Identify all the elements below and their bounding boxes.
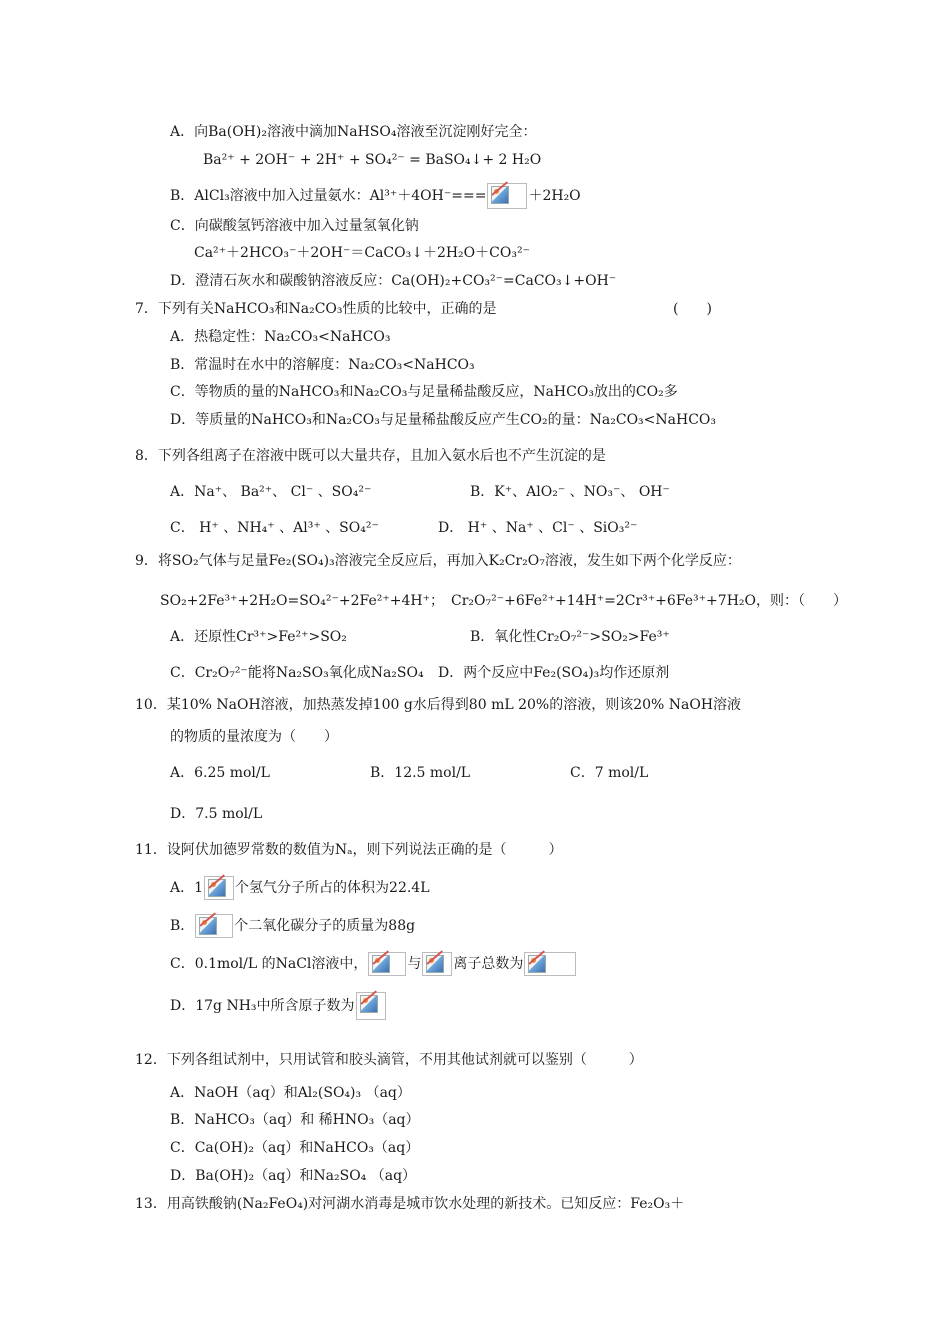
q11-option-a [170, 876, 430, 900]
q6-option-a-equation: Ba²⁺ + 2OH⁻ + 2H⁺ + SO₄²⁻ = BaSO₄↓+ 2 H₂O [203, 152, 542, 168]
broken-image-icon [195, 914, 233, 938]
q8-option-b: B．K⁺、AlO₂⁻ 、NO₃⁻、 OH⁻ [470, 484, 670, 500]
q7-stem: 7．下列有关NaHCO₃和Na₂CO₃性质的比较中，正确的是 [135, 301, 497, 317]
q7-option-a: A．热稳定性：Na₂CO₃<NaHCO₃ [170, 329, 391, 345]
q11-stem: 11．设阿伏加德罗常数的数值为Nₐ，则下列说法正确的是（ ） [135, 842, 563, 858]
broken-image-icon [422, 952, 452, 976]
q9-option-b: B．氧化性Cr₂O₇²⁻>SO₂>Fe³⁺ [470, 629, 670, 645]
q6-option-c-equation: Ca²⁺＋2HCO₃⁻＋2OH⁻＝CaCO₃↓＋2H₂O＋CO₃²⁻ [194, 245, 530, 261]
q9-option-d: D．两个反应中Fe₂(SO₄)₃均作还原剂 [438, 665, 670, 681]
q11-option-a-text: 个氢气分子所占的体积为22.4L [235, 880, 430, 896]
q7-option-c: C．等物质的量的NaHCO₃和Na₂CO₃与足量稀盐酸反应，NaHCO₃放出的CO₂多 [170, 384, 678, 400]
q11-option-d-text: D．17g NH₃中所含原子数为 [170, 998, 355, 1014]
q7-option-d: D．等质量的NaHCO₃和Na₂CO₃与足量稀盐酸反应产生CO₂的量：Na₂CO₃<NaHCO₃ [170, 412, 716, 428]
q11-option-c-text: 离子总数为 [453, 956, 524, 972]
q7-option-b: B．常温时在水中的溶解度：Na₂CO₃<NaHCO₃ [170, 357, 475, 373]
q11-option-c-label: C．0.1mol/L 的NaCl溶液中， [170, 956, 368, 972]
q8-option-d: D． H⁺ 、Na⁺ 、Cl⁻ 、SiO₃²⁻ [438, 520, 638, 536]
q8-stem: 8．下列各组离子在溶液中既可以大量共存，且加入氨水后也不产生沉淀的是 [135, 448, 606, 464]
broken-image-icon [204, 876, 234, 900]
q10-option-b: B．12.5 mol/L [370, 765, 471, 781]
broken-image-icon [356, 992, 386, 1020]
q10-option-c: C．7 mol/L [570, 765, 649, 781]
broken-image-icon [368, 952, 406, 976]
q11-option-d [170, 992, 387, 1020]
q11-option-b [170, 914, 415, 938]
q6-option-a: A．向Ba(OH)₂溶液中滴加NaHSO₄溶液至沉淀刚好完全： [170, 124, 537, 140]
q9-equations: SO₂+2Fe³⁺+2H₂O=SO₄²⁻+2Fe²⁺+4H⁺； Cr₂O₇²⁻+6Fe²⁺+14H⁺=2Cr³⁺+6Fe³⁺+7H₂O，则：（ ） [160, 593, 847, 609]
q6-option-b [170, 183, 581, 209]
q11-option-c [170, 952, 577, 976]
q10-option-d: D．7.5 mol/L [170, 806, 263, 822]
q6-option-d: D．澄清石灰水和碳酸钠溶液反应：Ca(OH)₂+CO₃²⁻=CaCO₃↓+OH⁻ [170, 273, 617, 289]
q8-option-a: A．Na⁺、 Ba²⁺、 Cl⁻ 、SO₄²⁻ [170, 484, 372, 500]
q9-option-c: C．Cr₂O₇²⁻能将Na₂SO₃氧化成Na₂SO₄ [170, 665, 424, 681]
q11-option-b-label: B． [170, 918, 195, 934]
q9-option-a: A．还原性Cr³⁺>Fe²⁺>SO₂ [170, 629, 347, 645]
q10-stem-continued: 的物质的量浓度为（ ） [170, 729, 338, 745]
q8-option-c: C． H⁺ 、NH₄⁺ 、Al³⁺ 、SO₄²⁻ [170, 520, 379, 536]
q12-option-c: C．Ca(OH)₂（aq）和NaHCO₃（aq） [170, 1140, 420, 1156]
q12-option-b: B．NaHCO₃（aq）和 稀HNO₃（aq） [170, 1112, 420, 1128]
q6-option-b-tail: ＋2H₂O [528, 188, 581, 204]
q9-stem: 9．将SO₂气体与足量Fe₂(SO₄)₃溶液完全反应后，再加入K₂Cr₂O₇溶液，发生如下两个化学反应： [135, 553, 741, 569]
q6-option-c: C．向碳酸氢钙溶液中加入过量氢氧化钠 [170, 218, 419, 234]
q11-option-b-text: 个二氧化碳分子的质量为88g [234, 918, 416, 934]
q11-option-c-connector: 与 [407, 956, 422, 972]
q13-stem: 13．用高铁酸钠(Na₂FeO₄)对河湖水消毒是城市饮水处理的新技术。已知反应：Fe₂O₃＋ [135, 1196, 685, 1212]
q12-option-d: D．Ba(OH)₂（aq）和Na₂SO₄ （aq） [170, 1168, 417, 1184]
q12-stem: 12．下列各组试剂中，只用试管和胶头滴管，不用其他试剂就可以鉴别（ ） [135, 1052, 643, 1068]
q7-answer-paren: ( ) [673, 301, 712, 317]
q6-option-b-text: B．AlCl₃溶液中加入过量氨水：Al³⁺＋4OH⁻=== [170, 188, 487, 204]
q10-option-a: A．6.25 mol/L [170, 765, 270, 781]
q11-option-a-label: A．1 [170, 880, 204, 896]
broken-image-icon [487, 183, 527, 209]
q10-stem: 10．某10% NaOH溶液，加热蒸发掉100 g水后得到80 mL 20%的溶液，则该20% NaOH溶液 [135, 697, 742, 713]
q12-option-a: A．NaOH（aq）和Al₂(SO₄)₃ （aq） [170, 1085, 411, 1101]
broken-image-icon [524, 952, 576, 976]
